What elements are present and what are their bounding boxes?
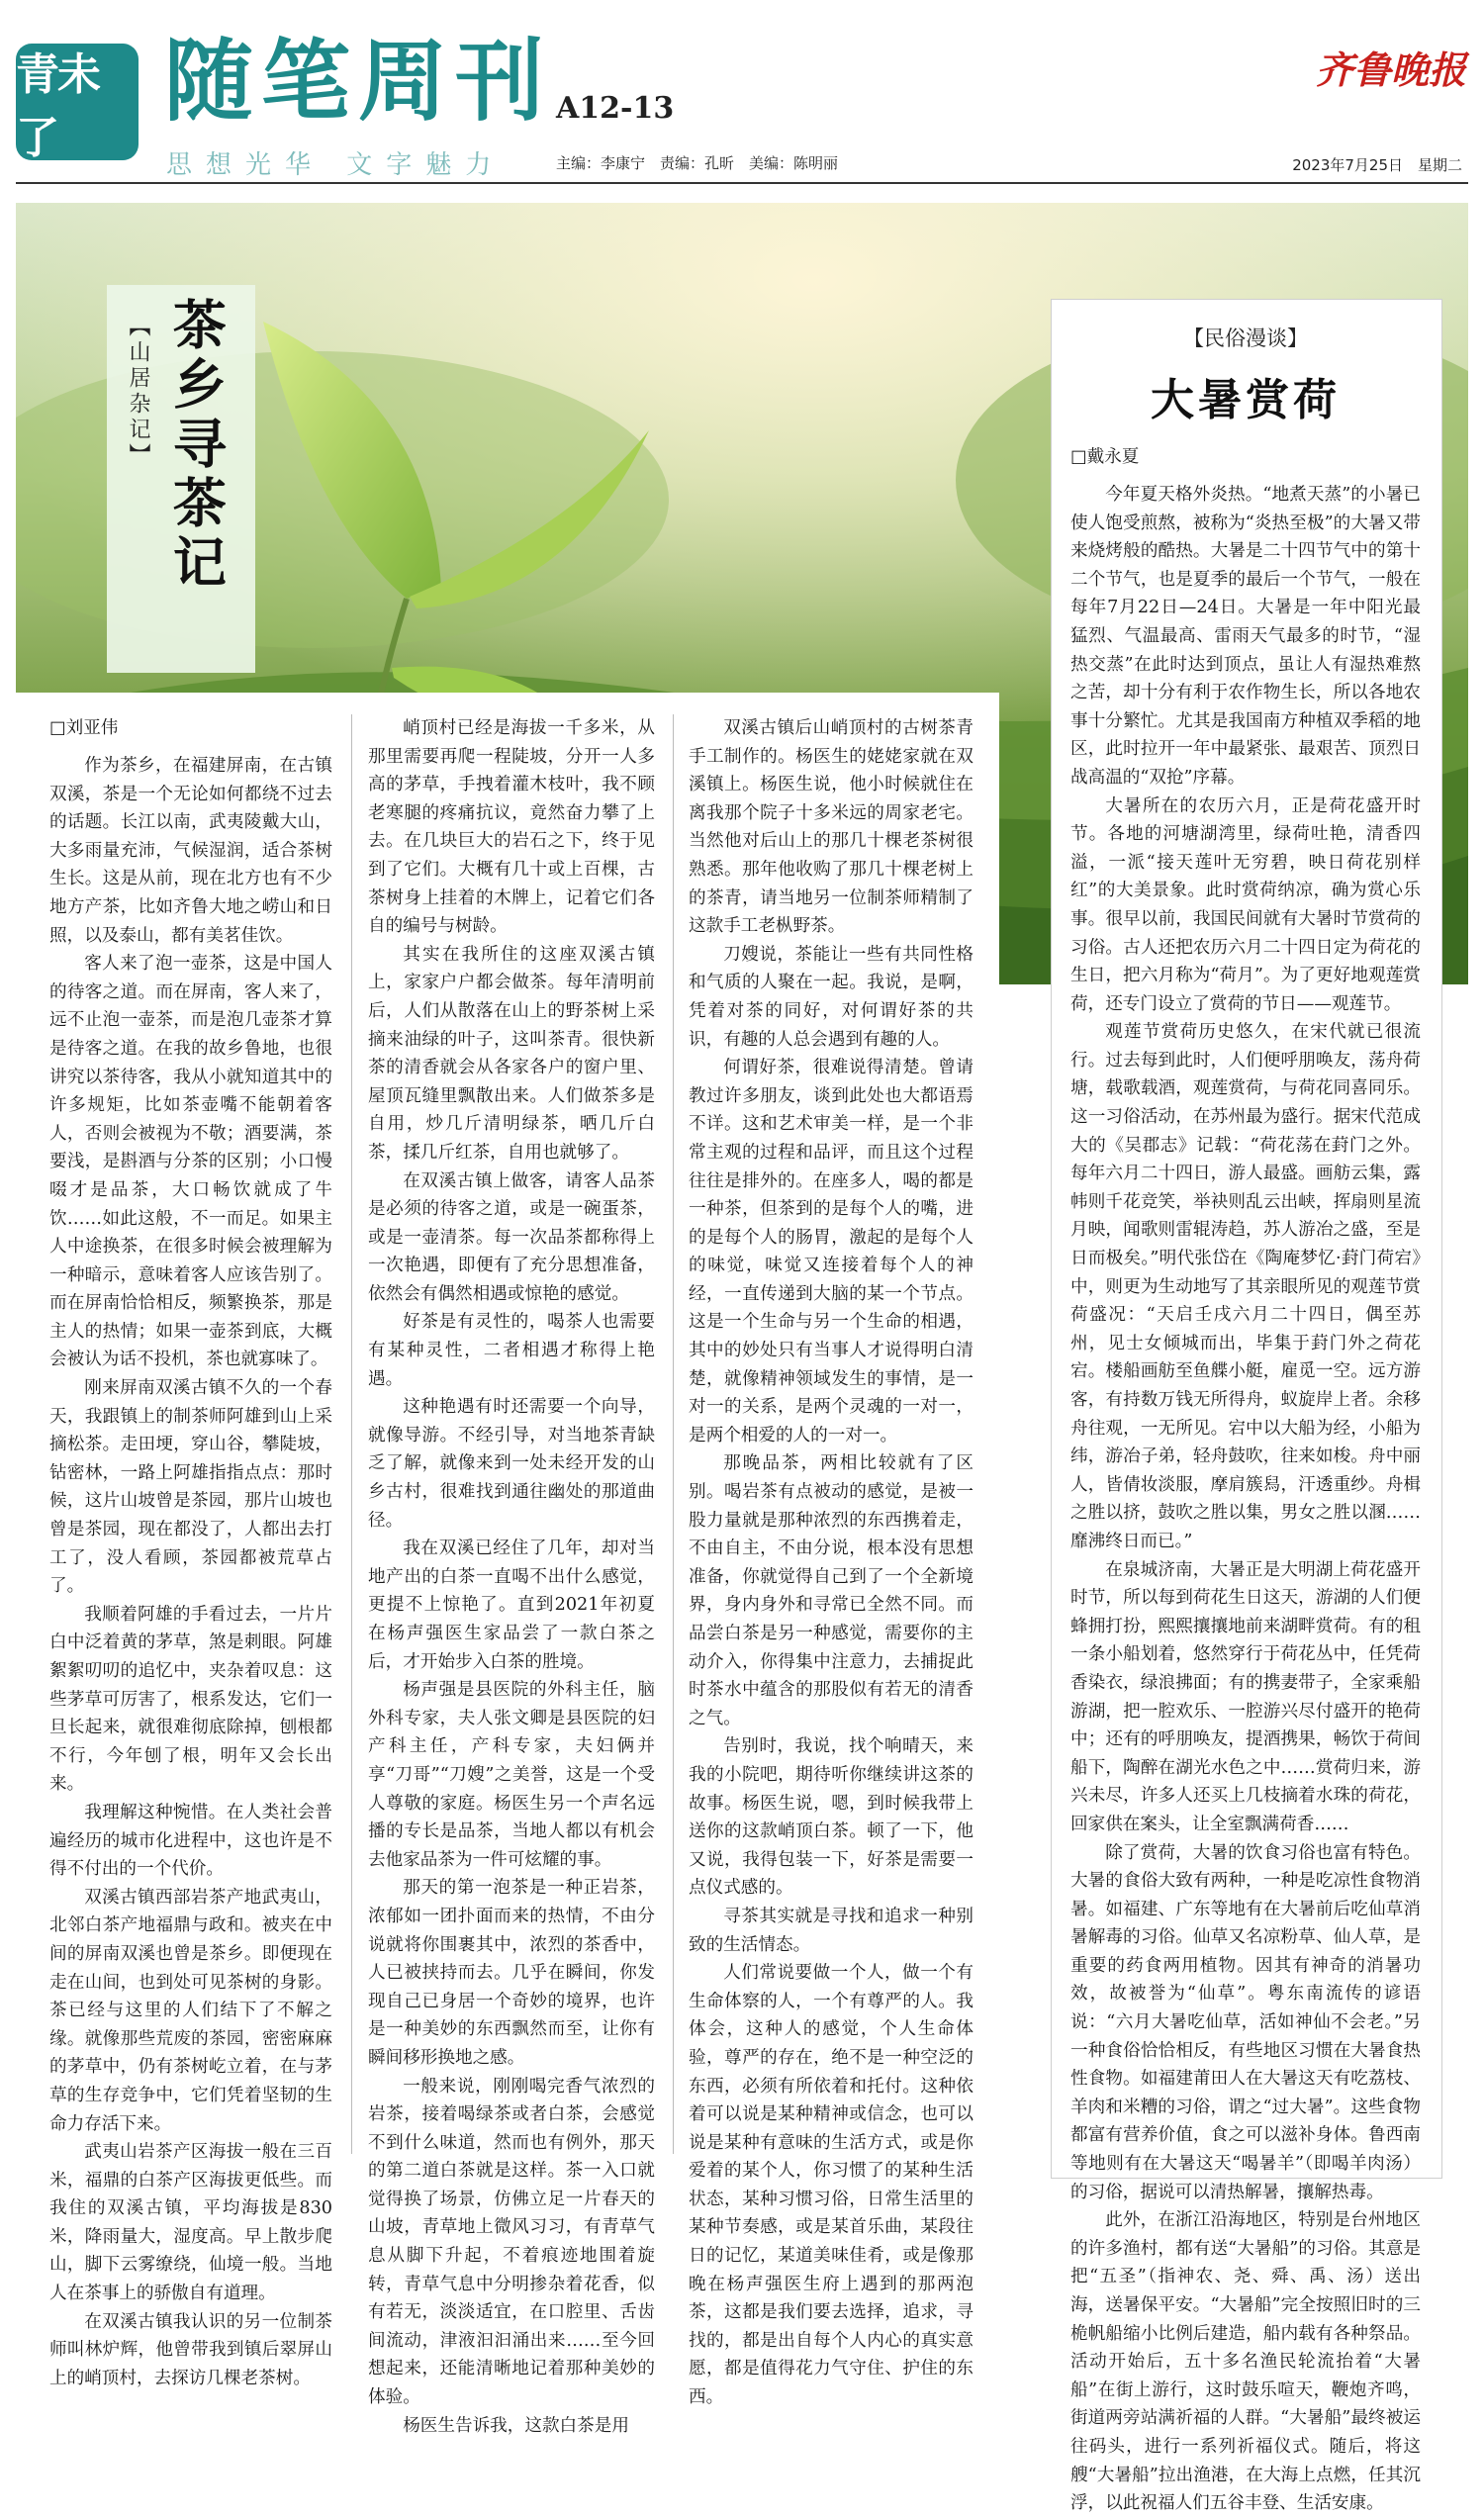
paragraph: 刀嫂说，茶能让一些有共同性格和气质的人聚在一起。我说，是啊，凭着对茶的同好，对何谓好茶的共识，有趣的人总会遇到有趣的人。 [689,944,974,1050]
header-divider [16,182,1468,184]
editor-credits: 主编：李康宁 责编：孔昕 美编：陈明丽 [556,154,839,172]
page-range: A12-13 [556,91,675,126]
paragraph: 武夷山岩茶产区海拔一般在三百米，福鼎的白茶产区海拔更低些。而我住的双溪古镇，平均海拔是830米，降雨量大，湿度高。早上散步爬山，脚下云雾缭绕，仙境一般。当地人在茶事上的骄傲自有道理。 [49,2142,332,2304]
column-logo-text: 青未了 [16,49,99,163]
paragraph: 寻茶其实就是寻找和追求一种别致的生活情态。 [689,1906,974,1955]
main-article-column-3 [689,714,974,2412]
paragraph: 观莲节赏荷历史悠久，在宋代就已很流行。过去每到此时，人们便呼朋唤友，荡舟荷塘，载歌载酒，观莲赏荷，与荷花同喜同乐。这一习俗活动，在苏州最为盛行。据宋代范成大的《吴郡志》记载：“荷花荡在葑门之外。每年六月二十四日，游人最盛。画舫云集，露帏则千花竞笑，举袂则乱云出峡，挥扇则星流月映，闻歌则雷辊涛趋，苏人游冶之盛，至是日而极矣。”明代张岱在《陶庵梦忆·葑门荷宕》中，则更为生动地写了其亲眼所见的观莲节赏荷盛况：“天启壬戌六月二十四日，偶至苏州，见士女倾城而出，毕集于葑门外之荷花宕。楼船画舫至鱼艓小艇，雇觅一空。远方游客，有持数万钱无所得舟，蚁旋岸上者。余移舟往观，一无所见。宕中以大船为经，小船为纬，游冶子弟，轻舟鼓吹，往来如梭。舟中丽人，皆倩妆淡服，摩肩簇舄，汗透重纱。舟楫之胜以挤，鼓吹之胜以集，男女之胜以溷……靡沸终日而已。” [1070,1022,1421,1551]
paragraph: 其实在我所住的这座双溪古镇上，家家户户都会做茶。每年清明前后，人们从散落在山上的野茶树上采摘来油绿的叶子，这叫茶青。很快新茶的清香就会从各家各户的窗户里、屋顶瓦缝里飘散出来。人们做茶多是自用，炒几斤清明绿茶，晒几斤白茶，揉几斤红茶，自用也就够了。 [368,944,655,1163]
paragraph: 好茶是有灵性的，喝茶人也需要有某种灵性，二者相遇才称得上艳遇。 [368,1312,655,1389]
paragraph: 一般来说，刚刚喝完香气浓烈的岩茶，接着喝绿茶或者白茶，会感觉不到什么味道，然而也有例外，那天的第二道白茶就是这样。茶一入口就觉得换了场景，仿佛立足一片春天的山坡，青草地上微风习习，有青草气息从脚下升起，不着痕迹地围着旋转，青草气息中分明掺杂着花香，似有若无，淡淡适宜，在口腔里、舌齿间流动，津液汩汩涌出来……至今回想起来，还能清晰地记着那种美妙的体验。 [368,2076,655,2408]
side-article-column [1070,481,1421,2518]
paragraph: 刚来屏南双溪古镇不久的一个春天，我跟镇上的制茶师阿雄到山上采摘松茶。走田埂，穿山谷，攀陡坡，钻密林，一路上阿雄指指点点：那时候，这片山坡曾是茶园，那片山坡也曾是茶园，现在都没了，人都出去打工了，没人看顾，茶园都被荒草占了。 [49,1378,332,1597]
paragraph: 峭顶村已经是海拔一千多米，从那里需要再爬一程陡坡，分开一人多高的茅草，手拽着灌木枝叶，我不顾老寒腿的疼痛抗议，竟然奋力攀了上去。在几块巨大的岩石之下，终于见到了它们。大概有几十或上百棵，古茶树身上挂着的木牌上，记着它们各自的编号与树龄。 [368,718,655,937]
column-divider [351,714,352,2154]
side-article-byline: □戴永夏 [1070,447,1140,467]
paragraph: 客人来了泡一壶茶，这是中国人的待客之道。而在屏南，客人来了，远不止泡一壶茶，而是泡几壶茶才算是待客之道。在我的故乡鲁地，也很讲究以茶待客，我从小就知道其中的许多规矩，比如茶壶嘴不能朝着客人，否则会被视为不敬；酒要满，茶要浅，是斟酒与分茶的区别；小口慢啜才是品茶，大口畅饮就成了牛饮……如此这般，不一而足。如果主人中途换茶，在很多时候会被理解为一种暗示，意味着客人应该告别了。而在屏南恰恰相反，频繁换茶，那是主人的热情；如果一壶茶到底，大概会被认为话不投机，茶也就寡味了。 [49,954,332,1370]
paragraph: 杨医生告诉我，这款白茶是用 [403,2415,629,2436]
main-article-column-tag: 【山居杂记】 [126,315,150,469]
paragraph: 在泉城济南，大暑正是大明湖上荷花盛开时节，所以每到荷花生日这天，游湖的人们便蜂拥打扮，熙熙攘攘地前来湖畔赏荷。有的租一条小船划着，悠然穿行于荷花丛中，任凭荷香染衣，绿浪拂面；有的携妻带子，全家乘船游湖，把一腔欢乐、一腔游兴尽付盛开的艳荷中；还有的呼朋唤友，提酒携果，畅饮于荷间船下，陶醉在湖光水色之中……赏荷归来，游兴未尽，许多人还买上几枝摘着水珠的荷花，回家供在案头，让全室飘满荷香…… [1070,1559,1421,1834]
paragraph: 那晚品茶，两相比较就有了区别。喝岩茶有点被动的感觉，是被一股力量就是那种浓烈的东西携着走，不由自主，不由分说，根本没有思想准备，你就觉得自己到了一个全新境界，身内身外和寻常已全然不同。而品尝白茶是另一种感觉，需要你的主动介入，你得集中注意力，去捕捉此时茶水中蕴含的那股似有若无的清香之气。 [689,1453,974,1728]
main-article-byline: □刘亚伟 [49,718,119,738]
side-article-column-tag: 【民俗漫谈】 [1183,326,1308,350]
paragraph: 双溪古镇后山峭顶村的古树茶青手工制作的。杨医生的姥姥家就在双溪镇上。杨医生说，他小时候就住在离我那个院子十多米远的周家老宅。当然他对后山上的那几十棵老茶树很熟悉。那年他收购了那几十棵老树上的茶青，请当地另一位制茶师精制了这款手工老枞野茶。 [689,718,974,937]
paragraph: 杨声强是县医院的外科主任，脑外科专家，夫人张文卿是县医院的妇产科主任，产科专家，夫妇俩并享“刀哥”“刀嫂”之美誉，这是一个受人尊敬的家庭。杨医生另一个声名远播的专长是品茶，当地人都以有机会去他家品茶为一件可炫耀的事。 [368,1680,655,1870]
paragraph: 作为茶乡，在福建屏南，在古镇双溪，茶是一个无论如何都绕不过去的话题。长江以南，武夷陵戴大山，大多雨量充沛，气候湿润，适合茶树生长。这是从前，现在北方也有不少地方产茶，比如齐鲁大地之崂山和日照，以及泰山，都有美茗佳饮。 [49,756,332,946]
section-slogan: 思想光华 文字魅力 [166,150,506,180]
side-article-title: 大暑赏荷 [1151,375,1341,425]
main-article-title: 茶乡寻茶记 [164,297,229,594]
main-article-column-1 [49,752,332,2392]
column-divider [673,714,674,2154]
paragraph: 那天的第一泡茶是一种正岩茶，浓郁如一团扑面而来的热情，不由分说就将你围裹其中，浓烈的茶香中，人已被挟持而去。几乎在瞬间，你发现自己已身居一个奇妙的境界，也许是一种美妙的东西飘然而至，让你有瞬间移形换地之感。 [368,1878,655,2068]
section-title: 随笔周刊 [164,30,552,134]
paragraph: 何谓好茶，很难说得清楚。曾请教过许多朋友，谈到此处也大都语焉不详。这和艺术审美一样，是一个非常主观的过程和品评，而且这个过程往往是排外的。在座多人，喝的都是一种茶，但茶到的是每个人的嘴，进的是每个人的肠胃，激起的是每个人的味觉，味觉又连接着每个人的神经，一直传递到大脑的某一个节点。这是一个生命与另一个生命的相遇，其中的妙处只有当事人才说得明白清楚，就像精神领域发生的事情，是一对一的关系，是两个灵魂的一对一，是两个相爱的人的一对一。 [689,1058,974,1446]
paragraph: 我顺着阿雄的手看过去，一片片白中泛着黄的茅草，煞是刺眼。阿雄絮絮叨叨的追忆中，夹杂着叹息：这些茅草可厉害了，根系发达，它们一旦长起来，就很难彻底除掉，刨根都不行，今年刨了根，明年又会长出来。 [49,1604,332,1795]
newspaper-logo: 齐鲁晚报 [1315,47,1466,92]
paragraph: 这种艳遇有时还需要一个向导，就像导游。不经引导，对当地茶青缺乏了解，就像来到一处未经开发的山乡古村，很难找到通往幽处的那道曲径。 [368,1397,655,1531]
paragraph: 在双溪古镇我认识的另一位制茶师叫林炉辉，他曾带我到镇后翠屏山上的峭顶村，去探访几棵老茶树。 [49,2311,332,2388]
paragraph: 告别时，我说，找个响晴天，来我的小院吧，期待听你继续讲这茶的故事。杨医生说，嗯，到时候我带上送你的这款峭顶白茶。顿了一下，他又说，我得包装一下，好茶是需要一点仪式感的。 [689,1736,974,1899]
paragraph: 除了赏荷，大暑的饮食习俗也富有特色。大暑的食俗大致有两种，一种是吃凉性食物消暑。如福建、广东等地有在大暑前后吃仙草消暑解毒的习俗。仙草又名凉粉草、仙人草，是重要的药食两用植物。因其有神奇的消暑功效，故被誉为“仙草”。粤东南流传的谚语说：“六月大暑吃仙草，活如神仙不会老。”另一种食俗恰恰相反，有些地区习惯在大暑食热性食物。如福建莆田人在大暑这天有吃荔枝、羊肉和米糟的习俗，谓之“过大暑”。这些食物都富有营养价值，食之可以滋补身体。鲁西南等地则有在大暑这天“喝暑羊”（即喝羊肉汤）的习俗，据说可以清热解暑，攘解热毒。 [1070,1842,1421,2202]
paragraph: 此外，在浙江沿海地区，特别是台州地区的许多渔村，都有送“大暑船”的习俗。其意是把“五圣”（指神农、尧、舜、禹、汤）送出海，送暑保平安。“大暑船”完全按照旧时的三桅帆船缩小比例后建造，船内载有各种祭品。活动开始后，五十多名渔民轮流抬着“大暑船”在街上游行，这时鼓乐喧天，鞭炮齐鸣，街道两旁站满祈福的人群。“大暑船”最终被运往码头，进行一系列祈福仪式。随后，将这艘“大暑船”拉出渔港，在大海上点燃，任其沉浮，以此祝福人们五谷丰登、生活安康。 [1070,2210,1421,2514]
publication-date: 2023年7月25日 星期二 [1292,156,1462,174]
paragraph: 人们常说要做一个人，做一个有生命体察的人，一个有尊严的人。我体会，这种人的感觉，个人生命体验，尊严的存在，绝不是一种空泛的东西，必须有所依着和托付。这种依着可以说是某种精神或信念，也可以说是某种有意味的生活方式，或是你爱着的某个人，你习惯了的某种生活状态，某种习惯习俗，日常生活里的某种节奏感，或是某首乐曲，某段往日的记忆，某道美味佳肴，或是像那晚在杨声强医生府上遇到的那两泡茶，这都是我们要去选择，追求，寻找的，都是出自每个人内心的真实意愿，都是值得花力气守住、护住的东西。 [689,1963,974,2408]
main-article-column-2 [368,714,655,2440]
paragraph: 大暑所在的农历六月，正是荷花盛开时节。各地的河塘湖湾里，绿荷吐艳，清香四溢，一派“接天莲叶无穷碧，映日荷花别样红”的大美景象。此时赏荷纳凉，确为赏心乐事。很早以前，我国民间就有大暑时节赏荷的习俗。古人还把农历六月二十四日定为荷花的生日，把六月称为“荷月”。为了更好地观莲赏荷，还专门设立了赏荷的节日——观莲节。 [1070,795,1421,1014]
paragraph: 今年夏天格外炎热。“地煮天蒸”的小暑已使人饱受煎熬，被称为“炎热至极”的大暑又带来烧烤般的酷热。大暑是二十四节气中的第十二个节气，也是夏季的最后一个节气，一般在每年7月22日—24日。大暑是一年中阳光最猛烈、气温最高、雷雨天气最多的时节，“湿热交蒸”在此时达到顶点，虽让人有湿热难熬之苦，却十分有利于农作物生长，所以各地农事十分繁忙。尤其是我国南方种植双季稻的地区，此时拉开一年中最紧张、最艰苦、顶烈日战高温的“双抢”序幕。 [1070,485,1421,788]
column-logo [16,44,139,163]
paragraph: 双溪古镇西部岩茶产地武夷山，北邻白茶产地福鼎与政和。被夹在中间的屏南双溪也曾是茶乡。即便现在走在山间，也到处可见茶树的身影。茶已经与这里的人们结下了不解之缘。就像那些荒废的茶园，密密麻麻的茅草中，仍有茶树屹立着，在与茅草的生存竞争中，它们凭着坚韧的生命力存活下来。 [49,1887,332,2134]
paragraph: 我理解这种惋惜。在人类社会普遍经历的城市化进程中，这也许是不得不付出的一个代价。 [49,1802,332,1880]
paragraph: 在双溪古镇上做客，请客人品茶是必须的待客之道，或是一碗蛋茶，或是一壶清茶。每一次品茶都称得上一次艳遇，即便有了充分思想准备，依然会有偶然相遇或惊艳的感觉。 [368,1170,655,1304]
paragraph: 我在双溪已经住了几年，却对当地产出的白茶一直喝不出什么感觉，更提不上惊艳了。直到2021年初夏在杨声强医生家品尝了一款白茶之后，才开始步入白茶的胜境。 [368,1539,655,1672]
